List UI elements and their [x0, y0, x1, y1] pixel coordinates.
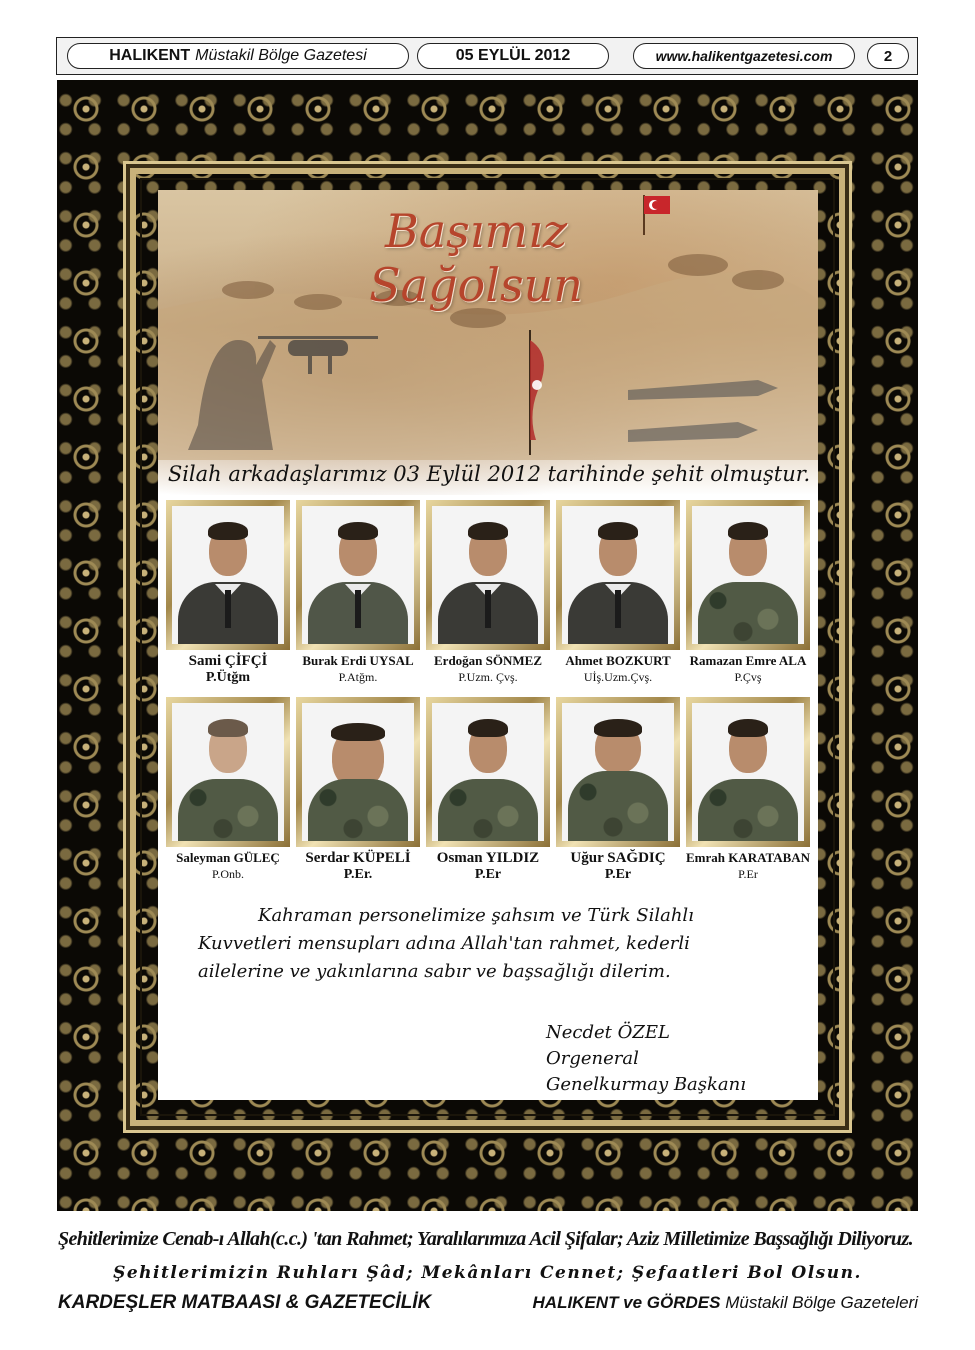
paper-name-pill: [67, 43, 409, 69]
soldier-card: [166, 500, 290, 695]
soldier-portrait: [172, 506, 284, 644]
soldier-card: [556, 500, 680, 695]
gold-photo-frame: [426, 697, 550, 847]
signatory-rank: Orgeneral: [546, 1048, 639, 1069]
soldier-name: Burak Erdi UYSAL: [302, 653, 414, 668]
soldier-rank: P.Er: [604, 867, 632, 882]
soldier-card: [686, 697, 810, 892]
soldier-portrait: [302, 506, 414, 644]
issue-date: 05 EYLÜL 2012: [417, 43, 609, 69]
soldier-portrait: [562, 703, 674, 841]
soldier-name: Osman YILDIZ: [436, 850, 540, 866]
paper-name: HALIKENT: [109, 47, 191, 64]
soldier-rank: P.Er: [738, 867, 758, 881]
soldier-portrait: [432, 506, 544, 644]
page-number: 2: [867, 43, 909, 69]
soldier-card: [426, 697, 550, 892]
signatory-title: Genelkurmay Başkanı: [546, 1074, 747, 1095]
soldier-rank: P.Ütğm: [205, 670, 251, 685]
publisher-line: [533, 1293, 918, 1313]
paper-subtitle: Müstakil Bölge Gazetesi: [195, 47, 367, 64]
soldier-name: Emrah KARATABAN: [685, 850, 811, 865]
condolence-notice: [158, 190, 818, 1100]
soldier-portrait: [432, 703, 544, 841]
soldier-card: [166, 697, 290, 892]
soldier-portrait: [172, 703, 284, 841]
soldier-card: [556, 697, 680, 892]
soldier-name: Ahmet BOZKURT: [565, 653, 671, 668]
soldier-name: Uğur SAĞDIÇ: [570, 850, 666, 866]
message-line: Kuvvetleri mensupları adına Allah'tan rahmet, kederli: [198, 933, 690, 954]
notice-caption: Silah arkadaşlarımız 03 Eylül 2012 tarihinde şehit olmuştur.: [167, 462, 811, 486]
soldier-rank: P.Er.: [343, 867, 373, 882]
soldier-rank: P.Er: [474, 867, 502, 882]
gold-photo-frame: [686, 500, 810, 650]
photo-row-2: [166, 697, 810, 892]
soldier-portrait: [562, 506, 674, 644]
soldier-name: Saleyman GÜLEÇ: [176, 850, 280, 865]
footer-condolence: Şehitlerimize Cenab-ı Allah(c.c.) 'tan Rahmet; Yaralılarımıza Acil Şifalar; Aziz Milletimize Başsağlığı Diliyoruz.: [58, 1228, 914, 1250]
publisher-suffix: Müstakil Bölge Gazeteleri: [725, 1293, 918, 1312]
soldier-card: [686, 500, 810, 695]
gold-photo-frame: [686, 697, 810, 847]
gold-photo-frame: [296, 500, 420, 650]
soldier-card: [426, 500, 550, 695]
publisher-name: HALIKENT ve GÖRDES: [532, 1293, 721, 1312]
soldier-name: Sami ÇİFÇİ: [188, 653, 268, 669]
sponsor-name: KARDEŞLER MATBAASI & GAZETECİLİK: [58, 1292, 432, 1313]
soldier-name: Serdar KÜPELİ: [305, 850, 411, 866]
newspaper-header: [56, 37, 918, 75]
message-line: ailelerine ve yakınlarına sabır ve başsağlığı dilerim.: [198, 961, 671, 982]
website-link[interactable]: www.halikentgazetesi.com: [633, 43, 855, 69]
soldier-rank: P.Onb.: [211, 867, 244, 881]
gold-photo-frame: [556, 697, 680, 847]
soldier-name: Erdoğan SÖNMEZ: [434, 653, 542, 668]
footer-blessing: Şehitlerimizin Ruhları Şâd; Mekânları Cennet; Şefaatleri Bol Olsun.: [113, 1263, 862, 1283]
soldier-portrait: [302, 703, 414, 841]
condolence-message: [198, 902, 798, 986]
footer-credits: [58, 1292, 918, 1314]
soldier-card: [296, 697, 420, 892]
gold-photo-frame: [296, 697, 420, 847]
gold-photo-frame: [556, 500, 680, 650]
gold-photo-frame: [166, 697, 290, 847]
gold-photo-frame: [426, 500, 550, 650]
soldier-rank: P.Atğm.: [338, 670, 378, 684]
photo-row-1: [166, 500, 810, 695]
gold-photo-frame: [166, 500, 290, 650]
notice-title: Başımız Sağolsun: [369, 204, 583, 312]
signature-block: [546, 1020, 806, 1098]
message-line: Kahraman personelimize şahsım ve Türk Silahlı: [258, 905, 694, 926]
soldier-card: [296, 500, 420, 695]
soldier-rank: Uİş.Uzm.Çvş.: [583, 670, 653, 684]
soldier-name: Ramazan Emre ALA: [689, 653, 807, 668]
battle-scene-banner: [158, 190, 818, 495]
signatory-name: Necdet ÖZEL: [546, 1022, 670, 1043]
soldier-portrait: [692, 506, 804, 644]
soldier-portrait: [692, 703, 804, 841]
soldier-rank: P.Çvş: [734, 670, 762, 684]
soldier-rank: P.Uzm. Çvş.: [458, 670, 518, 684]
